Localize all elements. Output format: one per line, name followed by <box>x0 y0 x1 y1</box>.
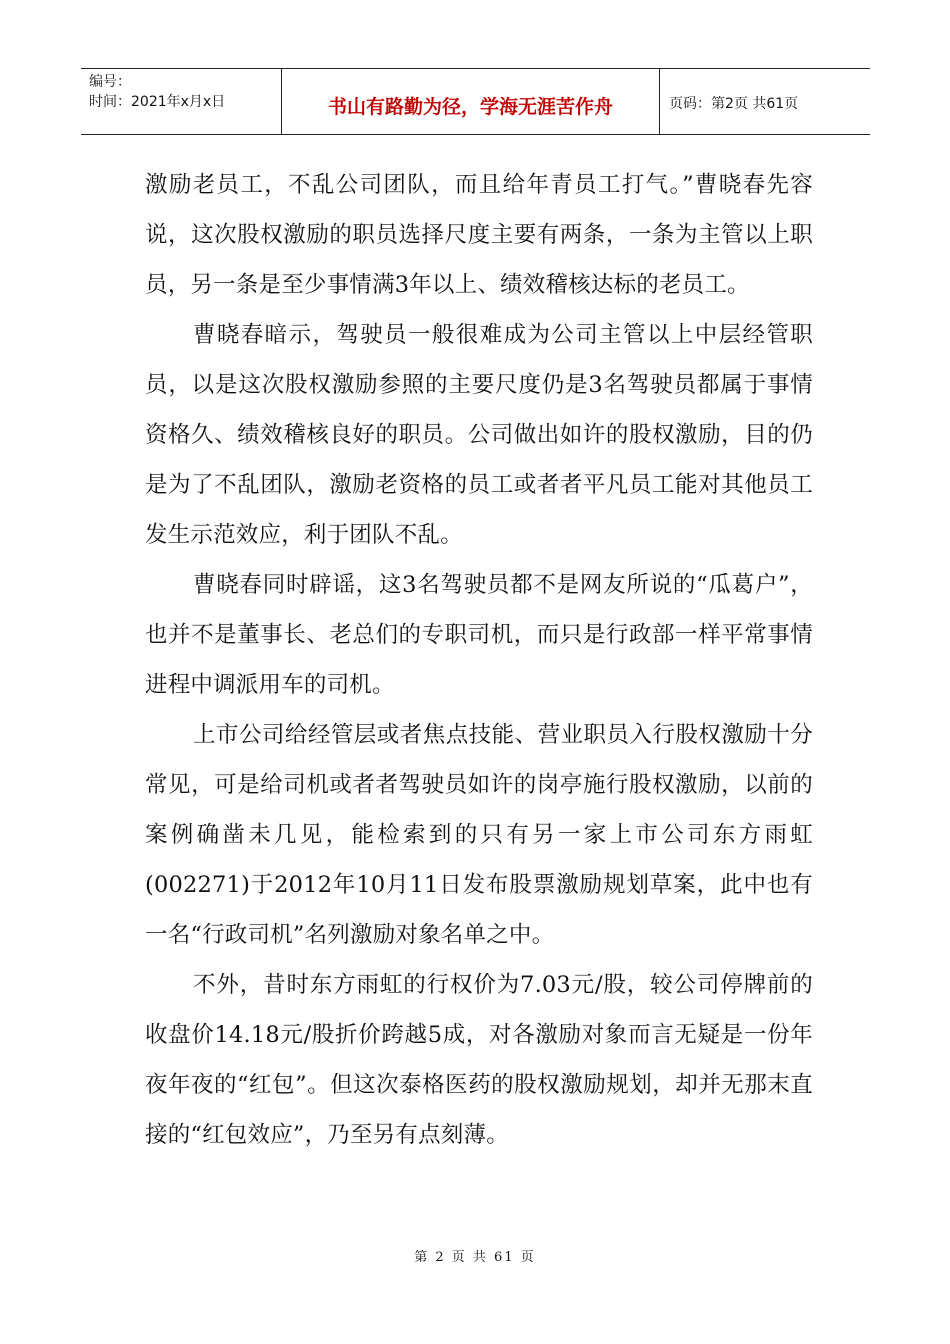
header-page-info: 页码：第2页 共61页 <box>669 95 799 112</box>
paragraph-1: 激励老员工，不乱公司团队，而且给年青员工打气。”曹晓春先容说，这次股权激励的职员选择尺度主要有两条，一条为主管以上职员，另一条是至少事情满3年以上、绩效稽核达标的老员工。 <box>145 172 813 298</box>
header-meta-cell <box>81 69 282 134</box>
paragraph-5: 不外，昔时东方雨虹的行权价为7.03元/股，较公司停牌前的收盘价14.18元/股折价跨越5成，对各激励对象而言无疑是一份年夜年夜的“红包”。但这次泰格医药的股权激励规划，却并无那末直接的“红包效应”，乃至另有点刻薄。 <box>145 972 813 1148</box>
document-body <box>145 160 813 1160</box>
paragraph-2: 曹晓春暗示，驾驶员一般很难成为公司主管以上中层经管职员，以是这次股权激励参照的主要尺度仍是3名驾驶员都属于事情资格久、绩效稽核良好的职员。公司做出如许的股权激励，目的仍是为了不乱团队，激励老资格的员工或者者平凡员工能对其他员工发生示范效应，利于团队不乱。 <box>145 322 813 548</box>
page-footer: 第 2 页 共 61 页 <box>414 1250 536 1265</box>
page-header <box>81 68 870 135</box>
document-time-label: 时间：2021年x月x日 <box>89 94 226 110</box>
paragraph-4: 上市公司给经管层或者焦点技能、营业职员入行股权激励十分常见，可是给司机或者者驾驶员如许的岗亭施行股权激励，以前的案例确凿未几见，能检索到的只有另一家上市公司东方雨虹(002271)于2012年10月11日发布股票激励规划草案，此中也有一名“行政司机”名列激励对象名单之中。 <box>145 722 813 948</box>
header-motto: 书山有路勤为径，学海无涯苦作舟 <box>282 69 660 134</box>
document-number-label: 编号： <box>89 74 131 90</box>
paragraph-3: 曹晓春同时辟谣，这3名驾驶员都不是网友所说的“瓜葛户”，也并不是董事长、老总们的专职司机，而只是行政部一样平常事情进程中调派用车的司机。 <box>145 572 813 698</box>
